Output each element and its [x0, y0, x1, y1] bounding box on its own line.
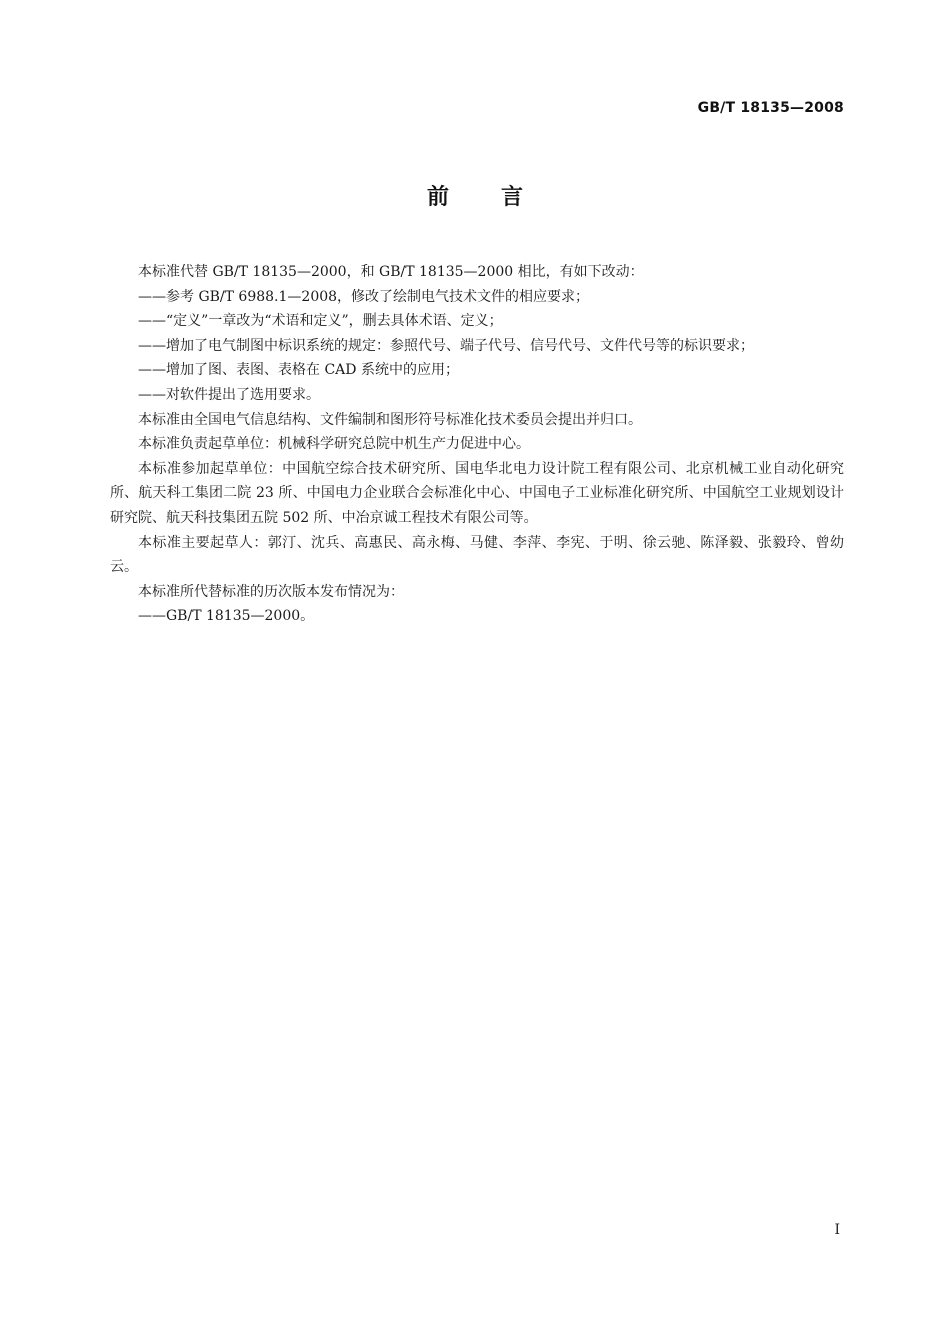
change-item-4: ——增加了图、表图、表格在 CAD 系统中的应用；: [138, 362, 459, 379]
paragraph-main-drafters: 本标准主要起草人：郭汀、沈兵、高惠民、高永梅、马健、李萍、李宪、于明、徐云驰、陈泽毅、张毅玲、曾幼云。: [110, 534, 844, 576]
history-item-1: ——GB/T 18135—2000。: [138, 608, 315, 625]
paragraph-participating-drafters: 本标准参加起草单位：中国航空综合技术研究所、国电华北电力设计院工程有限公司、北京机械工业自动化研究所、航天科工集团二院 23 所、中国电力企业联合会标准化中心、中国电子工业标准化研究所、中国航空工业规划设计研究院、航天科技集团五院 502 所、中冶京诚工程技术有限公司等。: [110, 460, 844, 526]
page-number: I: [834, 1222, 840, 1238]
standard-number: GB/T 18135—2008: [697, 100, 844, 116]
page-title: [0, 180, 950, 211]
change-item-2: ——“定义”一章改为“术语和定义”，删去具体术语、定义；: [138, 313, 503, 330]
title-part-1: 前: [426, 185, 449, 210]
paragraph-history-intro: 本标准所代替标准的历次版本发布情况为：: [138, 583, 404, 600]
change-item-3: ——增加了电气制图中标识系统的规定：参照代号、端子代号、信号代号、文件代号等的标识要求；: [138, 337, 754, 354]
paragraph-proposer: 本标准由全国电气信息结构、文件编制和图形符号标准化技术委员会提出并归口。: [138, 411, 642, 428]
change-item-1: ——参考 GB/T 6988.1—2008，修改了绘制电气技术文件的相应要求；: [138, 288, 590, 305]
paragraph-replacement: 本标准代替 GB/T 18135—2000，和 GB/T 18135—2000 相比，有如下改动：: [138, 264, 644, 280]
paragraph-lead-drafter: 本标准负责起草单位：机械科学研究总院中机生产力促进中心。: [138, 436, 530, 453]
title-part-2: 言: [501, 185, 524, 210]
foreword-body: [110, 260, 844, 629]
change-item-5: ——对软件提出了选用要求。: [138, 386, 320, 403]
